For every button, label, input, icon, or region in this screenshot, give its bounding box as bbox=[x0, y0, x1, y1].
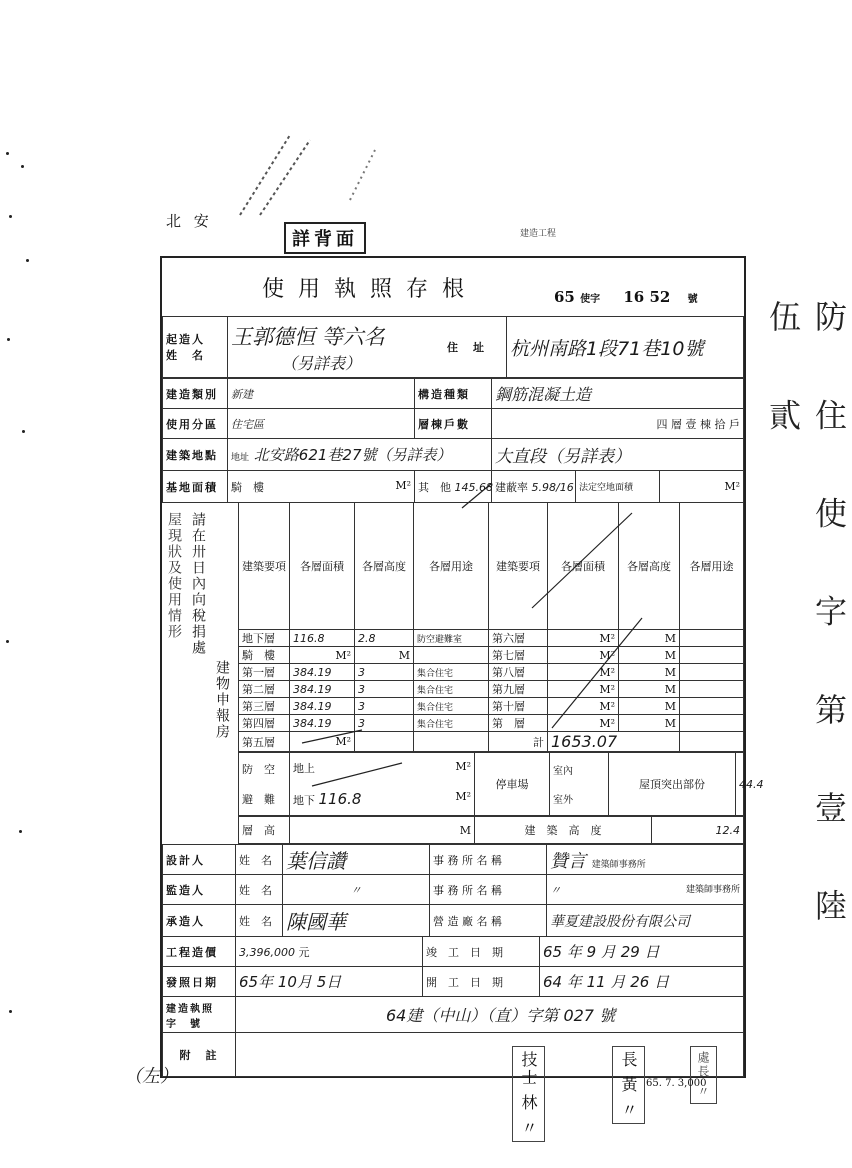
floor-area: 384.19 bbox=[290, 664, 355, 681]
floor-height: 3 bbox=[355, 698, 414, 715]
parking-label: 停車場 bbox=[475, 753, 550, 816]
permit-label: 建造執照 字 號 bbox=[163, 997, 236, 1033]
company-label: 營 造 廠 名 稱 bbox=[430, 905, 547, 937]
margin-dot bbox=[6, 640, 9, 643]
floor-height-unit: M bbox=[290, 817, 475, 844]
office-label: 事 務 所 名 稱 bbox=[430, 845, 547, 875]
applicant-label: 起造人 姓 名 bbox=[163, 317, 228, 378]
floor-name: 第四層 bbox=[239, 715, 290, 732]
floor-height-unit: M bbox=[619, 630, 680, 647]
permit-prefix: 使字 bbox=[580, 294, 601, 305]
floor-name: 第一層 bbox=[239, 664, 290, 681]
margin-dot bbox=[6, 152, 9, 155]
side-note-left-1: 請在卅日內向稅捐處 bbox=[190, 512, 206, 656]
floor-area: 384.19 bbox=[290, 681, 355, 698]
form-title: 使用執照存根 bbox=[262, 277, 479, 302]
permit-form bbox=[160, 256, 764, 1078]
location-value: 地址 北安路621巷27號（另詳表） bbox=[228, 439, 492, 471]
supervisor-office: 〃 建築師事務所 bbox=[547, 875, 744, 905]
lot-value: 大直段（另詳表） bbox=[492, 439, 744, 471]
side-note-left-3: 建物申報房 bbox=[214, 660, 230, 740]
margin-dot bbox=[19, 830, 22, 833]
complete-date: 65 年 9 月 29 日 bbox=[540, 937, 744, 967]
designer-office: 贊言 建築師事務所 bbox=[547, 845, 744, 875]
floor-name: 第 層 bbox=[489, 715, 548, 732]
col-header: 各層高度 bbox=[355, 503, 414, 630]
form-print-code: 65. 7. 3,000 bbox=[646, 1078, 707, 1089]
floor-height-unit: M bbox=[619, 647, 680, 664]
name-label: 姓 名 bbox=[236, 845, 283, 875]
name-label: 姓 名 bbox=[236, 875, 283, 905]
floor-use: 集合住宅 bbox=[414, 715, 489, 732]
col-header: 建築要項 bbox=[239, 503, 290, 630]
roof-value: 44.4 bbox=[736, 753, 744, 816]
location-label: 建築地點 bbox=[163, 439, 228, 471]
arcade-area-cell: 騎 樓 M² bbox=[228, 471, 415, 503]
start-label: 開 工 日 期 bbox=[423, 967, 540, 997]
floor-name: 第六層 bbox=[489, 630, 548, 647]
building-height-value: 12.4 bbox=[652, 817, 744, 844]
floor-area-unit: M² bbox=[290, 647, 355, 664]
district-label: 北 安 bbox=[166, 212, 213, 230]
stamp-chief: 長 黃 〃 bbox=[612, 1046, 645, 1124]
floor-use: 集合住宅 bbox=[414, 698, 489, 715]
floor-height-unit: M bbox=[619, 681, 680, 698]
permit-year: 65 bbox=[554, 288, 575, 306]
name-label: 姓 名 bbox=[236, 905, 283, 937]
col-header: 各層用途 bbox=[680, 503, 744, 630]
office-label: 事 務 所 名 稱 bbox=[430, 875, 547, 905]
contractor-label: 承造人 bbox=[163, 905, 236, 937]
legal-open-label: 法定空地面積 bbox=[576, 471, 660, 503]
shelter-values: 地上 M² 地下 116.8 M² bbox=[290, 753, 475, 816]
category-label: 建造類別 bbox=[163, 379, 228, 409]
floor-name: 第十層 bbox=[489, 698, 548, 715]
shelter-label: 防 空 避 難 bbox=[239, 753, 290, 816]
other-area-cell: 其 他 145.68 bbox=[415, 471, 492, 503]
applicant-address: 杭州南路1段71巷10號 bbox=[507, 317, 744, 378]
side-note-bottom-left: （左） bbox=[124, 1066, 178, 1087]
col-header: 各層高度 bbox=[619, 503, 680, 630]
coverage-cell: 建蔽率 5.98/16 bbox=[492, 471, 576, 503]
top-right-marks: 建造工程 bbox=[520, 229, 557, 239]
permit-suffix: 號 bbox=[687, 294, 698, 305]
floor-name: 第九層 bbox=[489, 681, 548, 698]
floor-height: 3 bbox=[355, 664, 414, 681]
roof-label: 屋頂突出部份 bbox=[609, 753, 736, 816]
total-area: 1653.07 bbox=[548, 732, 680, 752]
margin-dot bbox=[9, 1010, 12, 1013]
remarks-label: 附 註 bbox=[163, 1033, 236, 1077]
zone-label: 使用分區 bbox=[163, 409, 228, 439]
margin-dot bbox=[9, 215, 12, 218]
floor-height-unit: M bbox=[619, 715, 680, 732]
margin-dot bbox=[22, 430, 25, 433]
issue-label: 發照日期 bbox=[163, 967, 236, 997]
building-category: 新建 bbox=[228, 379, 415, 409]
permit-value: 64建（中山）（直）字第 027 號 bbox=[236, 997, 744, 1033]
designer-name: 葉信讚 bbox=[283, 845, 430, 875]
supervisor-label: 監造人 bbox=[163, 875, 236, 905]
floor-area: 116.8 bbox=[290, 630, 355, 647]
zone-value: 住宅區 bbox=[228, 409, 415, 439]
margin-dot bbox=[26, 259, 29, 262]
floor-name: 第五層 bbox=[239, 732, 290, 752]
structure-value: 鋼筋混凝土造 bbox=[492, 379, 744, 409]
floor-use: 集合住宅 bbox=[414, 681, 489, 698]
side-note-left-2: 屋現狀及使用情形 bbox=[166, 512, 182, 640]
floor-name: 第七層 bbox=[489, 647, 548, 664]
applicant-name-cell: 王郭德恒 等六名 （另詳表） bbox=[228, 317, 445, 378]
floor-name: 第八層 bbox=[489, 664, 548, 681]
contractor-name: 陳國華 bbox=[283, 905, 430, 937]
margin-dot bbox=[21, 165, 24, 168]
permit-no: 16 52 bbox=[623, 288, 671, 306]
address-label: 住 址 bbox=[444, 317, 507, 378]
floor-area-unit: M² bbox=[548, 647, 619, 664]
corner-stamp: 詳背面 bbox=[284, 222, 366, 254]
diagonal-stamp-marks bbox=[230, 130, 380, 220]
units-label: 層棟戶數 bbox=[415, 409, 492, 439]
designer-label: 設計人 bbox=[163, 845, 236, 875]
floor-area: 384.19 bbox=[290, 715, 355, 732]
building-height-label: 建 築 高 度 bbox=[475, 817, 652, 844]
floor-name: 地下層 bbox=[239, 630, 290, 647]
parking-values: 室內 室外 bbox=[550, 753, 609, 816]
complete-label: 竣 工 日 期 bbox=[423, 937, 540, 967]
floor-area-unit: M² bbox=[548, 681, 619, 698]
units-value: 四 層 壹 棟 拾 戶 bbox=[492, 409, 744, 439]
structure-label: 構造種類 bbox=[415, 379, 492, 409]
legal-open-value: M² bbox=[660, 471, 744, 503]
contractor-company: 華夏建設股份有限公司 bbox=[547, 905, 744, 937]
floor-use: 防空避難室 bbox=[414, 630, 489, 647]
floor-height-unit: M bbox=[619, 698, 680, 715]
strike-lines bbox=[162, 258, 744, 1076]
margin-dot bbox=[7, 338, 10, 341]
floor-area-unit: M² bbox=[548, 630, 619, 647]
floor-height-unit: M bbox=[619, 664, 680, 681]
floor-height: 3 bbox=[355, 715, 414, 732]
area-label: 基地面積 bbox=[163, 471, 228, 503]
floor-area: 384.19 bbox=[290, 698, 355, 715]
supervisor-name: 〃 bbox=[283, 875, 430, 905]
floor-name: 第三層 bbox=[239, 698, 290, 715]
stamp-director: 處長 〃 bbox=[690, 1046, 717, 1104]
start-date: 64 年 11 月 26 日 bbox=[540, 967, 744, 997]
floor-name: 第二層 bbox=[239, 681, 290, 698]
col-header: 建築要項 bbox=[489, 503, 548, 630]
floor-area-unit: M² bbox=[548, 664, 619, 681]
stamp-technician: 技士 林 〃 bbox=[512, 1046, 545, 1142]
side-note-right: 防 住 使 字 第 壹 陸 伍 貳 bbox=[764, 300, 848, 950]
cost-label: 工程造價 bbox=[163, 937, 236, 967]
floor-name: 計 bbox=[489, 732, 548, 752]
floor-area-unit: M² bbox=[548, 715, 619, 732]
cost-value: 3,396,000 元 bbox=[236, 937, 423, 967]
floor-area-unit: M² bbox=[548, 698, 619, 715]
floor-use: 集合住宅 bbox=[414, 664, 489, 681]
col-header: 各層用途 bbox=[414, 503, 489, 630]
issue-date: 65年 10月 5日 bbox=[236, 967, 423, 997]
floor-height-unit: M bbox=[355, 647, 414, 664]
floor-height: 2.8 bbox=[355, 630, 414, 647]
col-header: 各層面積 bbox=[290, 503, 355, 630]
floor-area-unit: M² bbox=[290, 732, 355, 752]
floor-height-label: 層 高 bbox=[239, 817, 290, 844]
col-header: 各層面積 bbox=[548, 503, 619, 630]
floor-height: 3 bbox=[355, 681, 414, 698]
floor-name: 騎 樓 bbox=[239, 647, 290, 664]
